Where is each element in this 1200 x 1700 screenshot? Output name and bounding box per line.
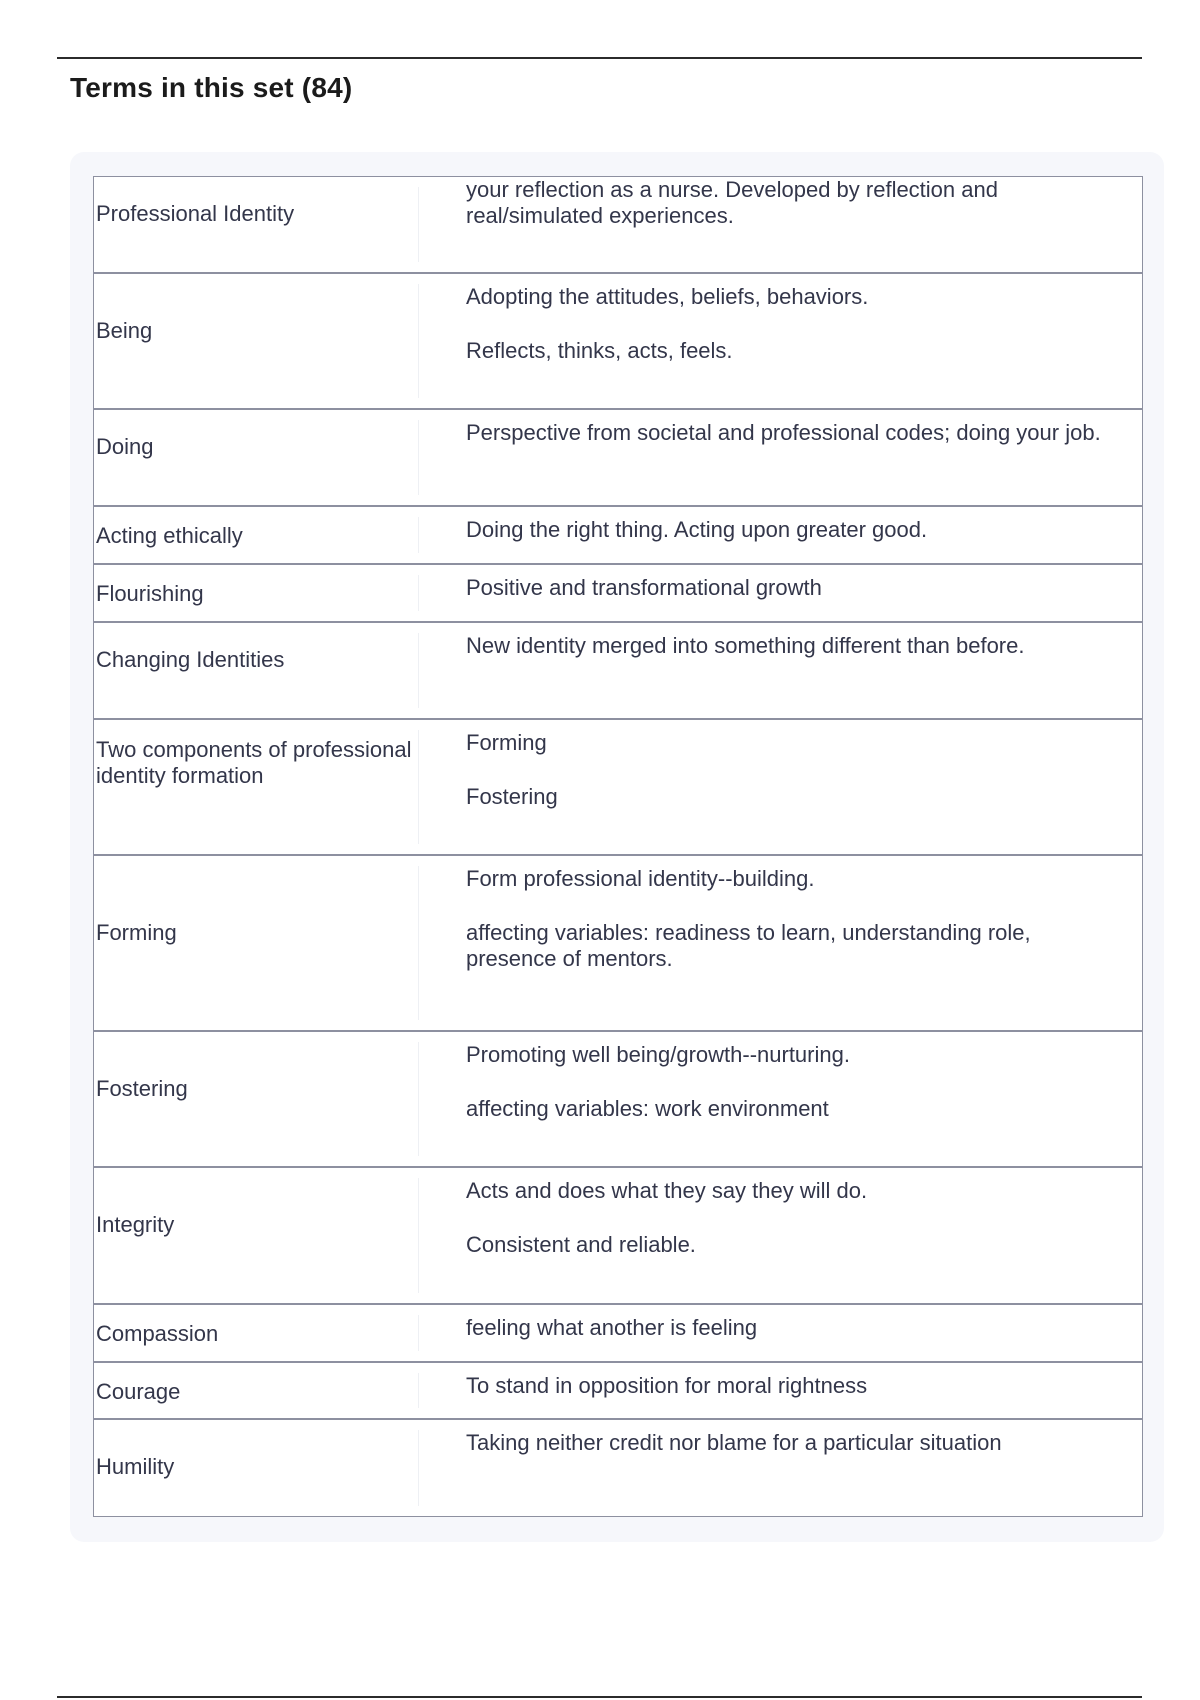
definition-line: your reflection as a nurse. Developed by reflection and real/simulated experiences. [466,177,1005,228]
definition-line: feeling what another is feeling [466,1315,758,1340]
table-row [94,1363,1142,1420]
definition-line: Reflects, thinks, acts, feels. [466,338,733,363]
definition-line: Consistent and reliable. [466,1232,696,1257]
table-row [94,274,1142,410]
definition-line: affecting variables: readiness to learn, understanding role, presence of mentors. [466,920,1037,971]
definition-line: Taking neither credit nor blame for a particular situation [466,1430,1002,1455]
definition-cell [419,856,1142,1030]
term-cell: Humility [94,1420,419,1516]
definition-cell [419,1363,1142,1418]
definition-cell [419,720,1142,854]
top-rule [57,57,1142,59]
term-cell: Doing [94,410,419,505]
definition-line: Form professional identity--building. [466,866,815,891]
definition-cell [419,274,1142,408]
definition-cell [419,623,1142,718]
definition-line: Promoting well being/growth--nurturing. [466,1042,850,1067]
bottom-rule [57,1696,1142,1698]
definition-line: Perspective from societal and professional codes; doing your job. [466,420,1101,445]
definition-cell [419,507,1142,563]
definition-line: To stand in opposition for moral rightness [466,1373,868,1398]
definition-line: Fostering [466,784,558,809]
table-row [94,623,1142,720]
term-cell: Changing Identities [94,623,419,718]
table-row [94,410,1142,507]
definition-cell [419,1420,1142,1516]
term-cell: Acting ethically [94,507,419,563]
term-cell: Integrity [94,1168,419,1303]
definition-cell [419,1305,1142,1361]
definition-cell [419,1168,1142,1303]
term-cell: Two components of professional identity formation [94,720,419,854]
terms-table [93,176,1143,1517]
definition-line: Acts and does what they say they will do. [466,1178,868,1203]
table-row [94,1305,1142,1363]
table-row [94,720,1142,856]
table-row [94,1168,1142,1305]
definition-line: Forming [466,730,547,755]
table-row [94,856,1142,1032]
definition-cell [419,565,1142,621]
term-cell: Forming [94,856,419,1030]
definition-line: Adopting the attitudes, beliefs, behaviors. [466,284,869,309]
term-cell: Flourishing [94,565,419,621]
definition-cell [419,177,1142,272]
table-row [94,507,1142,565]
term-cell: Courage [94,1363,419,1418]
table-row [94,177,1142,274]
set-title: Terms in this set (84) [70,72,353,103]
definition-line: Doing the right thing. Acting upon greater good. [466,517,928,542]
definition-line: affecting variables: work environment [466,1096,829,1121]
table-row [94,1420,1142,1517]
table-row [94,565,1142,623]
definition-line: New identity merged into something different than before. [466,633,1025,658]
term-cell: Fostering [94,1032,419,1166]
definition-line: Positive and transformational growth [466,575,822,600]
term-cell: Being [94,274,419,408]
definition-cell [419,1032,1142,1166]
definition-cell [419,410,1142,505]
term-cell: Compassion [94,1305,419,1361]
term-cell: Professional Identity [94,177,419,272]
table-row [94,1032,1142,1168]
